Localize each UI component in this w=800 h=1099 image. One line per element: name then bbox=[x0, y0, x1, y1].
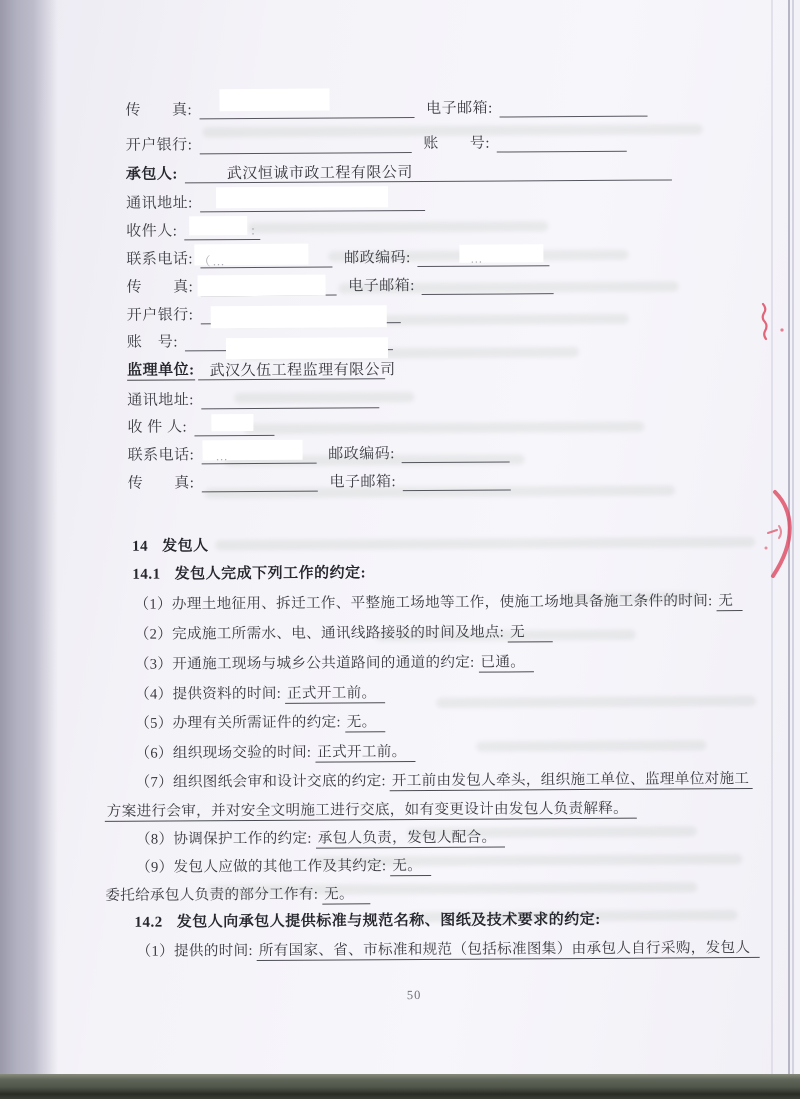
field-label: 传 真: bbox=[125, 102, 193, 119]
field-label: 收 件 人: bbox=[127, 419, 188, 436]
red-tick-mark bbox=[768, 530, 777, 533]
clause-text: （3）开通施工现场与城乡公共道路间的通道的约定: bbox=[134, 654, 479, 673]
clause-answer: 开工前由发包人牵头，组织施工单位、监理单位对施工 bbox=[390, 771, 753, 791]
clause-item bbox=[135, 650, 534, 673]
clause-item bbox=[136, 825, 506, 848]
field-label: 收件人: bbox=[126, 223, 178, 240]
form-row-fax bbox=[127, 273, 554, 297]
clause-item bbox=[105, 882, 370, 905]
field-label: 电子邮箱: bbox=[426, 100, 493, 117]
red-dot-mark bbox=[780, 328, 783, 331]
redaction-remnant: … bbox=[470, 251, 485, 266]
clause-item bbox=[134, 589, 742, 614]
section-title: 发包人 bbox=[162, 538, 209, 555]
red-hook-mark bbox=[779, 526, 781, 538]
field-label: 账 号: bbox=[126, 334, 179, 351]
field-label: 监理单位: bbox=[127, 358, 195, 380]
clause-item bbox=[135, 620, 553, 644]
clause-item-continuation bbox=[105, 797, 637, 821]
clause-answer: 方案进行会审，并对安全文明施工进行交底，如有变更设计由发包人负责解释。 bbox=[105, 801, 637, 822]
form-row-phone bbox=[128, 441, 510, 464]
blank-line bbox=[402, 441, 510, 463]
clause-item bbox=[135, 681, 385, 704]
clause-answer: 无。 bbox=[322, 886, 370, 904]
red-dot-mark bbox=[765, 547, 768, 550]
form-row-supervisor bbox=[127, 358, 396, 381]
clause-text: （4）提供资料的时间: bbox=[135, 685, 286, 703]
clause-answer: 正式开工前。 bbox=[315, 744, 415, 763]
blank-line bbox=[199, 132, 411, 154]
section-heading bbox=[132, 534, 209, 555]
clause-item bbox=[136, 767, 753, 792]
form-row-address bbox=[127, 387, 379, 410]
red-squiggle-mark bbox=[763, 304, 767, 339]
scanner-bottom-band bbox=[0, 1074, 800, 1099]
form-row-contractor bbox=[126, 159, 672, 183]
field-label: 联系电话: bbox=[127, 447, 195, 464]
subsection-heading bbox=[134, 908, 600, 932]
blank-line bbox=[497, 131, 627, 153]
blank-line bbox=[500, 96, 648, 118]
field-label: 邮政编码: bbox=[328, 446, 395, 463]
field-label: 通讯地址: bbox=[127, 392, 194, 409]
clause-text: （2）完成施工所需水、电、通讯线路接驳的时间及地点: bbox=[134, 624, 509, 643]
field-label: 传 真: bbox=[127, 475, 195, 492]
clause-answer: 无 bbox=[508, 624, 553, 642]
redaction-box bbox=[216, 186, 388, 208]
clause-text: （5）办理有关所需证件的约定: bbox=[135, 714, 345, 732]
field-value: 武汉恒诚市政工程有限公司 bbox=[185, 159, 672, 183]
blank-line bbox=[201, 471, 317, 493]
page-number: 50 bbox=[406, 988, 422, 1003]
clause-answer: 所有国家、省、市标准和规范（包括标准图集）由承包人自行采购，发包人 bbox=[257, 940, 760, 961]
clause-answer: 已通。 bbox=[478, 654, 534, 672]
bleedthrough-smudge bbox=[248, 221, 548, 233]
clause-text: （1）提供的时间: bbox=[136, 943, 257, 960]
clause-text: 委托给承包人负责的部分工作有: bbox=[105, 886, 323, 904]
blank-line bbox=[403, 469, 511, 491]
subsection-number: 14.2 bbox=[134, 914, 163, 931]
form-row-fax bbox=[128, 469, 511, 492]
clause-answer: 承包人负责，发包人配合。 bbox=[316, 829, 506, 848]
field-label: 邮政编码: bbox=[344, 250, 411, 267]
field-label: 开户银行: bbox=[126, 307, 194, 324]
clause-item bbox=[135, 740, 415, 763]
red-pen-marks bbox=[735, 290, 800, 590]
subsection-heading bbox=[132, 561, 366, 583]
redaction-box bbox=[211, 414, 253, 431]
clause-text: （1）办理土地征用、拆迁工作、平整施工场地等工作，使施工场地具备施工条件的时间: bbox=[134, 593, 717, 613]
redaction-box bbox=[219, 89, 329, 112]
redaction-box bbox=[211, 305, 387, 328]
clause-answer: 无。 bbox=[345, 714, 386, 732]
field-label: 联系电话: bbox=[126, 251, 194, 268]
redaction-remnant: ： bbox=[250, 223, 265, 239]
clause-text: （6）组织现场交验的时间: bbox=[135, 744, 316, 762]
redaction-box bbox=[226, 337, 388, 359]
clause-answer: 无。 bbox=[390, 858, 431, 876]
redaction-box bbox=[189, 216, 247, 235]
field-label: 开户银行: bbox=[125, 137, 193, 154]
field-label: 电子邮箱: bbox=[348, 278, 415, 295]
form-row-fax bbox=[125, 96, 647, 120]
field-label: 承包人: bbox=[125, 166, 178, 183]
form-row-bank bbox=[126, 131, 627, 155]
bleedthrough-smudge bbox=[436, 696, 756, 708]
clause-item bbox=[135, 710, 385, 733]
field-label: 传 真: bbox=[126, 279, 194, 296]
bleedthrough-smudge bbox=[244, 422, 644, 434]
clause-text: （9）发包人应做的其他工作及其约定: bbox=[136, 858, 391, 876]
bleedthrough-smudge bbox=[476, 740, 706, 751]
clause-answer: 无 bbox=[716, 593, 742, 611]
field-value: 武汉久伍工程监理有限公司 bbox=[198, 358, 385, 380]
clause-item bbox=[137, 936, 760, 961]
bleedthrough-smudge bbox=[215, 537, 755, 550]
subsection-title: 发包人完成下列工作的约定: bbox=[174, 565, 367, 583]
subsection-number: 14.1 bbox=[132, 566, 161, 583]
field-label: 账 号: bbox=[423, 135, 491, 152]
redaction-box bbox=[198, 275, 326, 297]
field-label: 电子邮箱: bbox=[329, 474, 397, 491]
subsection-title: 发包人向承包人提供标准与规范名称、图纸及技术要求的约定: bbox=[176, 911, 601, 931]
section-number: 14 bbox=[132, 538, 149, 555]
redaction-remnant: … bbox=[215, 449, 230, 464]
redaction-remnant: （… bbox=[198, 254, 227, 269]
blank-line bbox=[422, 273, 554, 295]
clause-text: （8）协调保护工作的约定: bbox=[135, 830, 316, 848]
blank-line bbox=[201, 387, 379, 409]
clause-item bbox=[136, 854, 431, 877]
book-spine-shadow bbox=[0, 0, 58, 1078]
clause-answer: 正式开工前。 bbox=[285, 685, 385, 704]
field-label: 通讯地址: bbox=[126, 195, 193, 212]
clause-text: （7）组织图纸会审和设计交底的约定: bbox=[135, 773, 390, 791]
